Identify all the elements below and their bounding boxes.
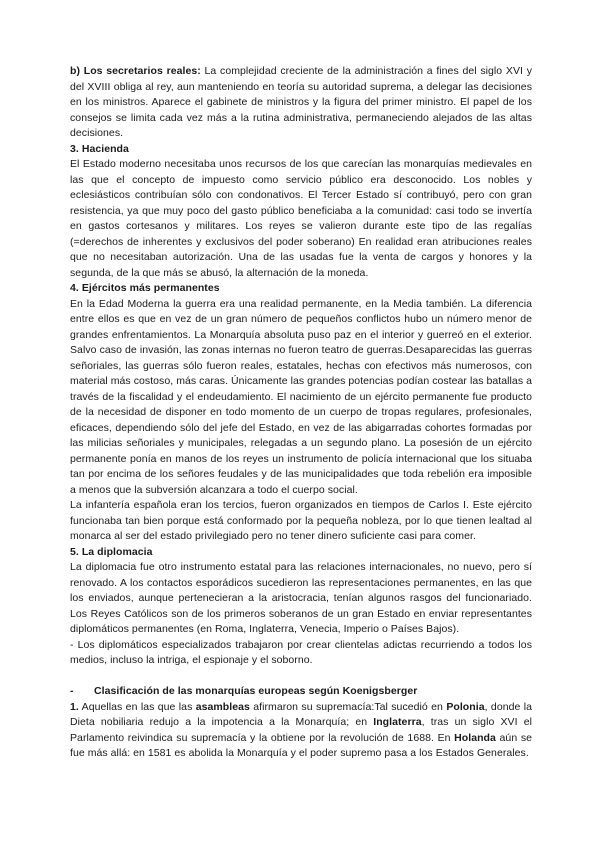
- text-run: La complejidad creciente de la administración a fines del siglo XVI y del XVIII obliga al rey, aun manteniendo en teoría su autoridad suprema, a delegar las decisiones en los ministros. Aparece el gabinete de ministros y la figura del primer ministro. El papel de los consejos se limita cada vez más a la rutina administrativa, permaneciendo alejados de las altas decisiones.: [70, 65, 533, 139]
- text-run-bold: asambleas: [195, 700, 250, 713]
- heading-hacienda: 3. Hacienda: [70, 142, 129, 155]
- text-run: El Estado moderno necesitaba unos recursos de los que carecían las monarquías medievales en las que el concepto de impuesto como servicio público era desconocido. Los nobles y eclesiásticos contribuían sólo con condonativos. El Tercer Estado sí contribuyó, pero con gran resistencia, ya que muy poco del gasto público beneficiaba a la comunidad: casi todo se invertía en gastos cortesanos y militares. Los reyes se valieron durante este tipo de las regalías (=derechos de inherentes y exclusivos del poder soberano) En realidad eran atribuciones reales que no necesitaban autorización. Una de las usadas fue la venta de cargos y honores y la segunda, de la que más se abusó, la alternación de la moneda.: [70, 158, 532, 279]
- text-run-bold: Clasificación de las monarquías europeas según Koenigsberger: [94, 685, 418, 697]
- text-run: aún se fue más allá: en 1581 es abolida la Monarquía y el poder supremo pasa a los Estados Generales.: [70, 731, 533, 759]
- text-run: La infantería española eran los tercios, fueron organizados en tiempos de Carlos I. Este ejército funcionaba tan bien porque está conformado por la pequeña nobleza, por lo que tienen lealtad al monarca al ser del estado privilegiado pero no tener dinero suficiente casi para comer.: [70, 499, 532, 542]
- dash-marker: -: [70, 685, 74, 697]
- text-run: Aquellas en las que las: [78, 700, 196, 713]
- text-run-bold: Inglaterra: [373, 716, 422, 728]
- text-run: La diplomacia fue otro instrumento estatal para las relaciones internacionales, no nuevo, pero sí renovado. A los contactos esporádicos sucedieron las representaciones permanentes, en las que los enviados, aunque pertenecieran a la aristocracia, tenían algunos rasgos del funcionariado. Los Reyes Católicos son de los primeros soberanos de un gran Estado en enviar representantes diplomáticos permanentes (en Roma, Inglaterra, Venecia, Imperio o Países Bajos).: [70, 561, 532, 635]
- paragraph-hacienda: [70, 157, 532, 281]
- text-run: afirmaron su supremacía:Tal sucedió en: [249, 700, 447, 713]
- text-run: - Los diplomáticos especializados trabajaron por crear clientelas adictas recurriendo a todos los medios, incluso la intriga, el espionaje y el soborno.: [70, 638, 532, 666]
- text-content: [70, 64, 532, 762]
- text-run: , tras un siglo XVI el Parlamento reivindica su supremacía y la obtiene por la revolución de 1688. En: [70, 716, 532, 744]
- text-run-bold: 1.: [70, 700, 79, 713]
- text-run-bold: Holanda: [454, 731, 496, 744]
- paragraph-tercios: [70, 498, 532, 545]
- paragraph-diplomacia: [70, 560, 532, 638]
- heading-diplomacia: 5. La diplomacia: [70, 545, 153, 558]
- paragraph-clasificacion-1: [70, 700, 532, 762]
- paragraph-ejercitos: [70, 297, 532, 499]
- paragraph-secretarios-reales: [70, 64, 532, 142]
- heading-ejercitos: 4. Ejércitos más permanentes: [70, 282, 220, 294]
- text-run-bold: Polonia: [446, 700, 485, 713]
- text-run-bold: b) Los secretarios reales:: [70, 65, 201, 77]
- list-item-clasificacion: [70, 684, 532, 700]
- text-run: , donde la Dieta nobiliaria redujo a la impotencia a la Monarquía; en: [70, 700, 533, 728]
- paragraph-diplomaticos-especializados: [70, 638, 532, 669]
- text-run: En la Edad Moderna la guerra era una realidad permanente, en la Media también. La diferencia entre ellos es que en vez de un gran número de pequeños conflictos hubo un número menor de grandes enfrentamientos. La Monarquía absoluta puso paz en el interior y guerreó en el exterior. Salvo caso de invasión, las zonas internas no fueron teatro de guerras.Desaparecidas las guerras señoriales, las guerras sólo fueron reales, estatales, hechas con efectivos más numerosos, con material más costoso, más caras. Únicamente las grandes potencias podían costear las batallas a través de la fiscalidad y el endeudamiento. El nacimiento de un ejército permanente fue producto de la necesidad de disponer en todo momento de un cuerpo de tropas regulares, profesionales, eficaces, dependiendo sólo del jefe del Estado, en vez de las abigarradas cohortes formadas por las milicias señoriales y municipales, relegadas a un segundo plano. La posesión de un ejército permanente ponía en manos de los reyes un instrumento de policía internacional que los situaba tan por encima de los señores feudales y de las municipalidades que toda rebelión era imposible a menos que la subversión alcanzara a todo el cuerpo social.: [70, 297, 532, 496]
